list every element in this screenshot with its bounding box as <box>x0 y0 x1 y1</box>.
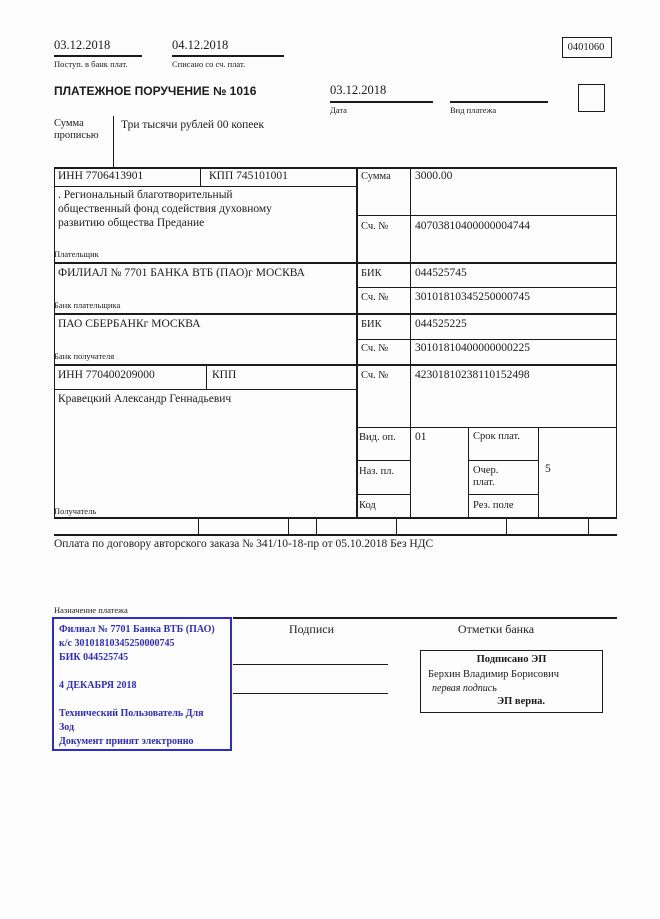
grid-line <box>54 364 617 366</box>
payer-name-line: . Региональный благотворительный <box>58 189 233 201</box>
grid-line <box>356 460 410 461</box>
grid-line <box>616 167 617 518</box>
payee-bank-name: ПАО СБЕРБАНКг МОСКВА <box>58 318 201 330</box>
payment-type-label: Вид платежа <box>450 105 497 115</box>
payee-inn: ИНН 770400209000 <box>58 369 155 381</box>
grid-line <box>588 517 589 535</box>
bank-stamp-line: 4 ДЕКАБРЯ 2018 <box>59 680 137 691</box>
grid-line <box>206 364 207 390</box>
pay-purpose-label: Наз. пл. <box>359 466 395 477</box>
bank-stamp <box>52 617 232 751</box>
priority-value: 5 <box>545 463 551 475</box>
payee-bank-account: 30101810400000000225 <box>415 342 530 354</box>
date-debited-label: Списано со сч. плат. <box>172 59 246 69</box>
amount-in-words-label: Сумма прописью <box>54 118 99 141</box>
grid-line <box>356 215 617 216</box>
date-debited-value: 04.12.2018 <box>172 38 229 52</box>
payee-name: Кравецкий Александр Геннадьевич <box>58 393 232 405</box>
payer-bank-account-label: Сч. № <box>361 292 389 303</box>
payment-purpose-label: Назначение платежа <box>54 605 128 615</box>
grid-line <box>54 167 617 169</box>
payee-account: 42301810238110152498 <box>415 369 530 381</box>
esign-stamp-role: первая подпись <box>432 683 497 694</box>
signature-line <box>233 664 388 665</box>
esign-stamp-note: ЭП верна. <box>496 696 545 707</box>
payee-account-label: Сч. № <box>361 370 389 381</box>
grid-line <box>468 460 538 461</box>
reserve-field-label: Рез. поле <box>473 500 514 511</box>
payer-account-label: Сч. № <box>361 221 389 232</box>
divider-line <box>330 101 433 103</box>
payee-bank-label: Банк получателя <box>54 351 115 361</box>
payer-bank-bik-label: БИК <box>361 268 382 279</box>
payer-account: 40703810400000004744 <box>415 220 530 232</box>
bank-stamp-line <box>59 693 230 707</box>
esign-stamp <box>420 650 603 713</box>
grid-line <box>538 427 539 518</box>
payee-bank-bik-label: БИК <box>361 319 382 330</box>
grid-line <box>356 167 358 518</box>
payer-name-line: развитию общества Предание <box>58 217 205 229</box>
pay-term-label: Срок плат. <box>473 431 520 442</box>
divider-line <box>233 617 617 619</box>
payer-name-line: общественный фонд содействия духовному <box>58 203 272 215</box>
grid-line <box>113 116 114 167</box>
grid-line <box>356 427 617 428</box>
grid-line <box>396 517 397 535</box>
esign-stamp-name: Берхин Владимир Борисович <box>428 669 559 680</box>
payer-bank-label: Банк плательщика <box>54 300 121 310</box>
grid-line <box>54 313 617 315</box>
grid-line <box>54 517 617 519</box>
grid-line <box>200 167 201 187</box>
payer-bank-account: 30101810345250000745 <box>415 291 530 303</box>
payee-bank-bik: 044525225 <box>415 318 467 330</box>
grid-line <box>54 389 356 390</box>
grid-line <box>288 517 289 535</box>
grid-line <box>468 427 469 518</box>
grid-line <box>356 287 617 288</box>
payer-label: Плательщик <box>54 249 99 259</box>
code-label: Код <box>359 500 376 511</box>
signatures-label: Подписи <box>288 622 335 636</box>
grid-line <box>506 517 507 535</box>
payment-purpose-text: Оплата по договору авторского заказа № 341/10-18-пр от 05.10.2018 Без НДС <box>54 538 434 550</box>
bank-stamp-line <box>59 665 230 679</box>
divider-line <box>172 55 284 57</box>
bank-stamp-line: Зод <box>59 722 75 733</box>
divider-line <box>54 55 142 57</box>
payee-bank-account-label: Сч. № <box>361 343 389 354</box>
status-box <box>578 84 605 112</box>
priority-label: Очер. плат. <box>473 465 499 488</box>
bank-marks-label: Отметки банка <box>457 622 535 636</box>
bank-stamp-line: БИК 044525745 <box>59 652 129 663</box>
grid-line <box>54 186 356 187</box>
grid-line <box>54 167 55 518</box>
bank-stamp-line: Документ принят электронно <box>59 736 194 747</box>
divider-line <box>450 101 548 103</box>
payee-kpp-label: КПП <box>212 369 237 381</box>
grid-line <box>316 517 317 535</box>
grid-line <box>198 517 199 535</box>
date-received-value: 03.12.2018 <box>54 38 111 52</box>
grid-line <box>54 262 617 264</box>
bank-stamp-line: Технический Пользователь Для <box>59 708 204 719</box>
payee-label: Получатель <box>54 506 97 516</box>
amount-label: Сумма <box>361 171 391 182</box>
esign-stamp-title: Подписано ЭП <box>476 654 547 665</box>
form-code: 0401060 <box>567 42 605 53</box>
signature-line <box>233 693 388 694</box>
payer-inn: ИНН 7706413901 <box>58 170 144 182</box>
payer-bank-bik: 044525745 <box>415 267 467 279</box>
bank-stamp-line: Филиал № 7701 Банка ВТБ (ПАО) <box>59 624 215 635</box>
payer-kpp: КПП 745101001 <box>209 170 288 182</box>
document-date-label: Дата <box>330 105 347 115</box>
grid-line <box>356 494 410 495</box>
op-kind-value: 01 <box>415 431 427 443</box>
amount-in-words: Три тысячи рублей 00 копеек <box>121 119 265 131</box>
payer-bank-name: ФИЛИАЛ № 7701 БАНКА ВТБ (ПАО)г МОСКВА <box>58 267 305 279</box>
amount-value: 3000.00 <box>415 170 453 182</box>
date-received-label: Поступ. в банк плат. <box>54 59 128 69</box>
document-title: ПЛАТЕЖНОЕ ПОРУЧЕНИЕ № 1016 <box>54 84 257 98</box>
document-date-value: 03.12.2018 <box>330 83 387 97</box>
bank-stamp-line: к/с 30101810345250000745 <box>59 638 175 649</box>
grid-line <box>356 339 617 340</box>
grid-line <box>468 494 538 495</box>
grid-line <box>410 167 411 518</box>
grid-line <box>54 534 617 536</box>
form-code-box <box>562 37 612 58</box>
op-kind-label: Вид. оп. <box>359 432 396 443</box>
